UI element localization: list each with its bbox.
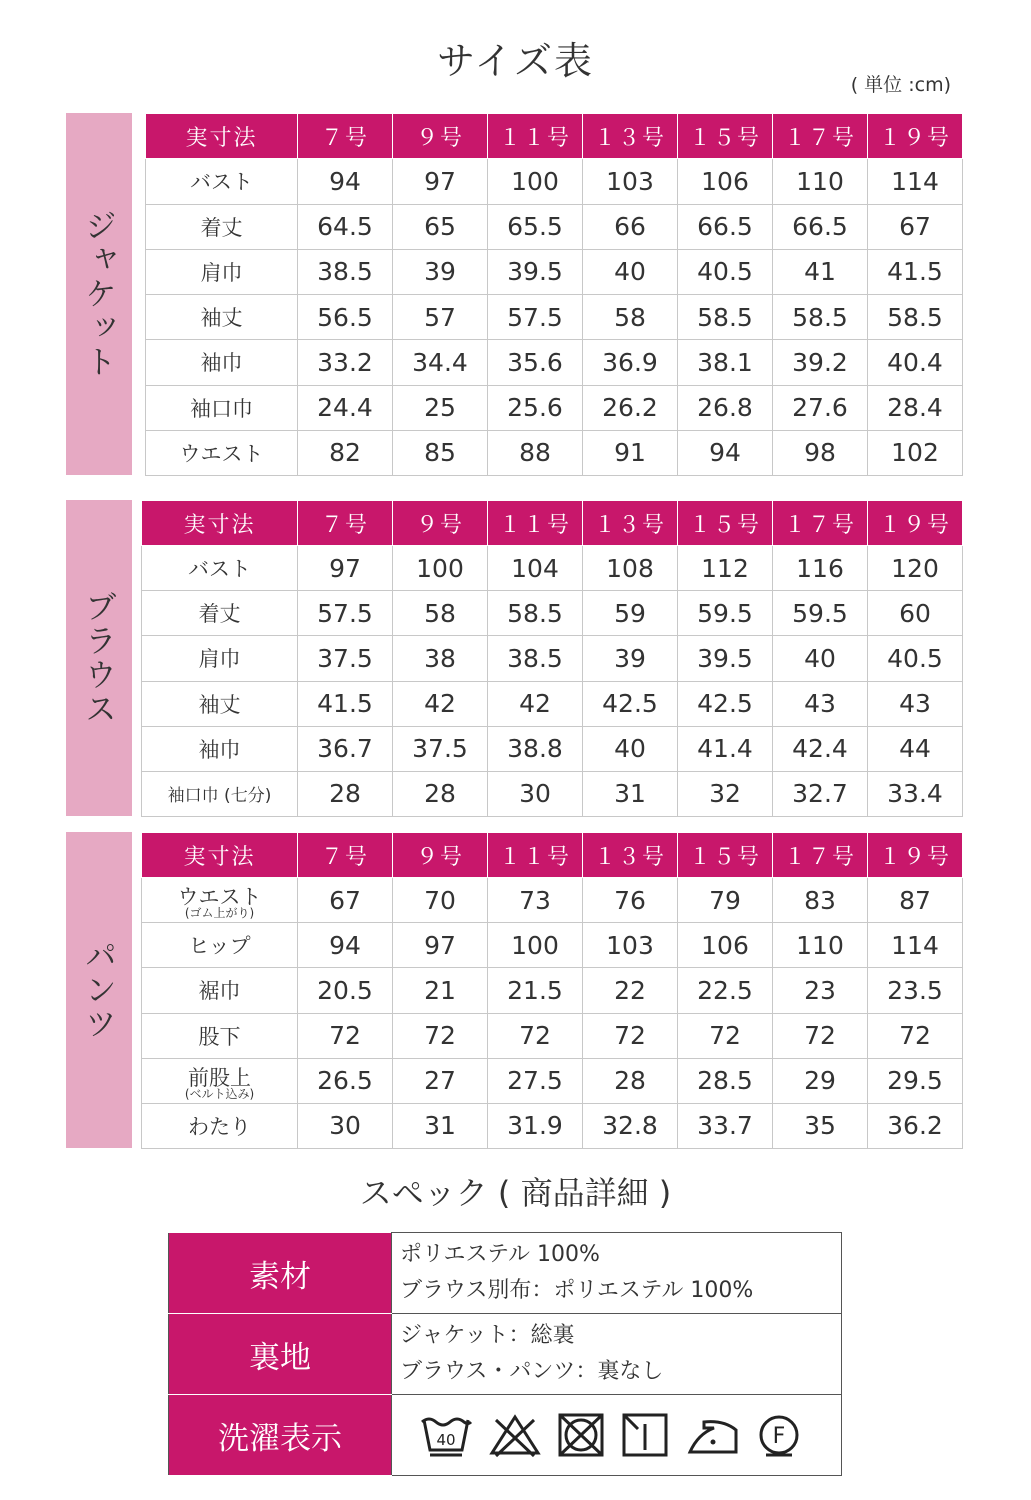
row-label-text: 股下 [198, 1024, 241, 1049]
row-label [142, 771, 298, 816]
spec-row-care [169, 1395, 842, 1476]
size-value: 79 [678, 878, 773, 923]
size-value: 57 [393, 295, 488, 340]
row-label-text: ヒップ [188, 934, 251, 959]
header-size: １５号 [678, 501, 773, 546]
size-value: 22 [583, 968, 678, 1013]
table-header-row [142, 833, 963, 878]
size-value: 110 [773, 159, 868, 204]
spec-line: ジャケット：総裏 [400, 1323, 575, 1348]
size-value: 40.4 [868, 340, 963, 385]
size-value: 64.5 [298, 204, 393, 249]
size-value: 57.5 [298, 591, 393, 636]
table-row [142, 591, 963, 636]
size-value: 31.9 [488, 1103, 583, 1148]
size-value: 66.5 [678, 204, 773, 249]
size-value: 41.4 [678, 726, 773, 771]
header-size: １３号 [583, 501, 678, 546]
size-value: 72 [678, 1013, 773, 1058]
size-value: 102 [868, 430, 963, 475]
row-label [142, 1058, 298, 1103]
dryclean-f-icon [756, 1412, 802, 1458]
size-value: 40 [583, 726, 678, 771]
size-value: 36.2 [868, 1103, 963, 1148]
table-row [142, 1013, 963, 1058]
table-row [142, 1058, 963, 1103]
header-size: ９号 [393, 114, 488, 159]
row-label [142, 681, 298, 726]
size-value: 32 [678, 771, 773, 816]
table-row [146, 295, 963, 340]
spec-title: スペック ( 商品詳細 ) [359, 1174, 672, 1212]
header-size: １９号 [868, 501, 963, 546]
row-label [142, 546, 298, 591]
table-row [146, 159, 963, 204]
row-label [146, 340, 298, 385]
spec-line: ポリエステル 100% [400, 1242, 600, 1267]
table-row [142, 681, 963, 726]
spec-line: ブラウス別布：ポリエステル 100% [400, 1278, 754, 1303]
size-value: 26.2 [583, 385, 678, 430]
size-value: 65.5 [488, 204, 583, 249]
size-value: 44 [868, 726, 963, 771]
size-value: 41.5 [868, 249, 963, 294]
size-value: 39 [583, 636, 678, 681]
size-value: 98 [773, 430, 868, 475]
page-title: サイズ表 [437, 39, 594, 83]
row-label-note: (ゴム上がり) [184, 906, 255, 921]
header-size: １１号 [488, 114, 583, 159]
header-size: １１号 [488, 833, 583, 878]
size-value: 72 [773, 1013, 868, 1058]
size-value: 38.5 [488, 636, 583, 681]
header-size: １１号 [488, 501, 583, 546]
size-value: 35.6 [488, 340, 583, 385]
size-value: 70 [393, 878, 488, 923]
size-value: 43 [868, 681, 963, 726]
size-value: 83 [773, 878, 868, 923]
size-value: 104 [488, 546, 583, 591]
size-value: 27.6 [773, 385, 868, 430]
table-row [146, 430, 963, 475]
size-value: 32.8 [583, 1103, 678, 1148]
section-name: パンツ [80, 939, 118, 1041]
row-label [146, 249, 298, 294]
size-value: 23.5 [868, 968, 963, 1013]
row-label-text: 着丈 [200, 215, 243, 240]
row-label-text: 裾巾 [198, 979, 241, 1004]
size-value: 39 [393, 249, 488, 294]
size-value: 28.4 [868, 385, 963, 430]
size-value: 58.5 [773, 295, 868, 340]
size-value: 58.5 [488, 591, 583, 636]
size-table-blouse [141, 500, 963, 817]
size-value: 38.8 [488, 726, 583, 771]
table-row [146, 249, 963, 294]
size-value: 33.7 [678, 1103, 773, 1148]
row-label-text: バスト [188, 557, 251, 582]
row-label [142, 1013, 298, 1058]
size-value: 24.4 [298, 385, 393, 430]
row-label-text: 肩巾 [198, 647, 241, 672]
size-value: 36.7 [298, 726, 393, 771]
size-value: 97 [393, 923, 488, 968]
size-value: 58.5 [678, 295, 773, 340]
size-value: 100 [488, 159, 583, 204]
svg-text:F: F [772, 1424, 786, 1449]
row-label-text: わたり [188, 1114, 251, 1139]
size-value: 97 [298, 546, 393, 591]
size-value: 28 [393, 771, 488, 816]
row-label-note: (ベルト込み) [184, 1086, 255, 1101]
size-value: 39.5 [488, 249, 583, 294]
size-value: 33.2 [298, 340, 393, 385]
size-value: 88 [488, 430, 583, 475]
spec-value [392, 1233, 842, 1314]
side-label-pants [66, 832, 132, 1148]
size-value: 65 [393, 204, 488, 249]
size-value: 25 [393, 385, 488, 430]
section-name: ブラウス [80, 590, 118, 726]
row-label-text: バスト [190, 170, 253, 195]
size-value: 110 [773, 923, 868, 968]
unit-label: ( 単位 :cm) [850, 74, 951, 96]
size-value: 100 [393, 546, 488, 591]
line-dry-shade-icon [620, 1412, 670, 1458]
no-tumble-dry-icon [556, 1412, 606, 1458]
size-value: 42 [393, 681, 488, 726]
table-row [142, 726, 963, 771]
size-value: 35 [773, 1103, 868, 1148]
row-label-text: 着丈 [198, 602, 241, 627]
row-label-text: 前股上 [188, 1065, 251, 1090]
size-value: 21 [393, 968, 488, 1013]
size-value: 25.6 [488, 385, 583, 430]
svg-text:40: 40 [436, 1431, 456, 1449]
size-value: 57.5 [488, 295, 583, 340]
row-label-text: 肩巾 [200, 260, 243, 285]
table-row [142, 771, 963, 816]
size-value: 30 [298, 1103, 393, 1148]
size-value: 59.5 [678, 591, 773, 636]
row-label [142, 923, 298, 968]
size-value: 76 [583, 878, 678, 923]
size-value: 120 [868, 546, 963, 591]
row-label [146, 295, 298, 340]
size-value: 31 [393, 1103, 488, 1148]
table-row [142, 968, 963, 1013]
row-label [142, 726, 298, 771]
row-label [146, 430, 298, 475]
spec-key: 素材 [169, 1233, 392, 1314]
row-label [146, 385, 298, 430]
row-label-text: 袖巾 [200, 351, 243, 376]
row-label [142, 636, 298, 681]
header-label: 実寸法 [146, 114, 298, 159]
size-value: 23 [773, 968, 868, 1013]
size-value: 43 [773, 681, 868, 726]
no-bleach-icon [488, 1412, 542, 1458]
row-label-text: 袖巾 [198, 737, 241, 762]
table-row [142, 546, 963, 591]
size-value: 72 [868, 1013, 963, 1058]
size-value: 21.5 [488, 968, 583, 1013]
size-value: 39.2 [773, 340, 868, 385]
size-value: 100 [488, 923, 583, 968]
wash-40-icon [418, 1412, 474, 1458]
size-value: 38.1 [678, 340, 773, 385]
size-value: 103 [583, 923, 678, 968]
size-value: 40 [773, 636, 868, 681]
row-label [142, 878, 298, 923]
size-table-pants [141, 832, 963, 1149]
header-label: 実寸法 [142, 501, 298, 546]
header-size: １５号 [678, 114, 773, 159]
size-value: 38.5 [298, 249, 393, 294]
table-row [146, 340, 963, 385]
spec-line: ブラウス・パンツ：裏なし [400, 1359, 664, 1384]
size-value: 58.5 [868, 295, 963, 340]
header-size: １７号 [773, 833, 868, 878]
size-value: 72 [393, 1013, 488, 1058]
table-row [142, 636, 963, 681]
size-value: 41 [773, 249, 868, 294]
header-size: １９号 [868, 833, 963, 878]
table-row [146, 204, 963, 249]
side-label-jacket [66, 113, 132, 475]
side-label-blouse [66, 500, 132, 816]
spec-table [168, 1232, 842, 1476]
spec-row-material [169, 1233, 842, 1314]
row-label-text: 袖口巾 [190, 396, 253, 421]
size-value: 59.5 [773, 591, 868, 636]
row-label [142, 591, 298, 636]
size-value: 108 [583, 546, 678, 591]
size-value: 72 [488, 1013, 583, 1058]
header-size: ７号 [298, 833, 393, 878]
size-value: 26.8 [678, 385, 773, 430]
row-label [142, 1103, 298, 1148]
table-row [142, 923, 963, 968]
size-value: 38 [393, 636, 488, 681]
size-value: 56.5 [298, 295, 393, 340]
size-value: 103 [583, 159, 678, 204]
size-value: 112 [678, 546, 773, 591]
size-value: 87 [868, 878, 963, 923]
size-value: 36.9 [583, 340, 678, 385]
row-label [146, 159, 298, 204]
spec-key: 裏地 [169, 1314, 392, 1395]
row-label-text: 袖口巾 (七分) [167, 786, 272, 807]
spec-value [392, 1314, 842, 1395]
size-value: 66 [583, 204, 678, 249]
size-value: 67 [298, 878, 393, 923]
size-value: 91 [583, 430, 678, 475]
size-value: 37.5 [393, 726, 488, 771]
size-value: 72 [298, 1013, 393, 1058]
size-value: 32.7 [773, 771, 868, 816]
row-label [142, 968, 298, 1013]
size-value: 41.5 [298, 681, 393, 726]
header-size: １３号 [583, 114, 678, 159]
size-value: 22.5 [678, 968, 773, 1013]
size-value: 82 [298, 430, 393, 475]
size-value: 26.5 [298, 1058, 393, 1103]
size-value: 94 [298, 159, 393, 204]
size-value: 42.5 [583, 681, 678, 726]
row-label-text: 袖丈 [200, 306, 243, 331]
size-value: 40 [583, 249, 678, 294]
table-row [146, 385, 963, 430]
row-label-text: 袖丈 [198, 692, 241, 717]
size-value: 29 [773, 1058, 868, 1103]
size-value: 31 [583, 771, 678, 816]
header-label: 実寸法 [142, 833, 298, 878]
size-value: 40.5 [678, 249, 773, 294]
row-label-text: ウエスト [177, 885, 262, 910]
size-value: 28.5 [678, 1058, 773, 1103]
size-value: 97 [393, 159, 488, 204]
size-value: 66.5 [773, 204, 868, 249]
size-value: 72 [583, 1013, 678, 1058]
header-size: １３号 [583, 833, 678, 878]
size-value: 94 [678, 430, 773, 475]
size-value: 60 [868, 591, 963, 636]
size-value: 59 [583, 591, 678, 636]
row-label [146, 204, 298, 249]
size-value: 37.5 [298, 636, 393, 681]
size-value: 85 [393, 430, 488, 475]
size-value: 67 [868, 204, 963, 249]
row-label-text: ウエスト [179, 441, 264, 466]
table-header-row [142, 501, 963, 546]
size-value: 34.4 [393, 340, 488, 385]
size-value: 42.5 [678, 681, 773, 726]
size-value: 73 [488, 878, 583, 923]
size-value: 106 [678, 159, 773, 204]
size-value: 106 [678, 923, 773, 968]
size-value: 33.4 [868, 771, 963, 816]
table-row [142, 1103, 963, 1148]
size-value: 20.5 [298, 968, 393, 1013]
care-icons [392, 1395, 842, 1476]
size-value: 30 [488, 771, 583, 816]
size-value: 42 [488, 681, 583, 726]
size-value: 27 [393, 1058, 488, 1103]
header-size: １７号 [773, 114, 868, 159]
size-value: 58 [583, 295, 678, 340]
size-value: 94 [298, 923, 393, 968]
size-value: 58 [393, 591, 488, 636]
size-value: 42.4 [773, 726, 868, 771]
size-value: 27.5 [488, 1058, 583, 1103]
header-size: １９号 [868, 114, 963, 159]
size-value: 28 [298, 771, 393, 816]
iron-low-icon [684, 1412, 742, 1458]
header-size: ９号 [393, 501, 488, 546]
header-size: １７号 [773, 501, 868, 546]
spec-row-lining [169, 1314, 842, 1395]
header-size: ９号 [393, 833, 488, 878]
size-value: 116 [773, 546, 868, 591]
size-value: 40.5 [868, 636, 963, 681]
size-value: 114 [868, 923, 963, 968]
header-size: １５号 [678, 833, 773, 878]
spec-key: 洗濯表示 [169, 1395, 392, 1476]
size-value: 39.5 [678, 636, 773, 681]
table-row [142, 878, 963, 923]
header-size: ７号 [298, 114, 393, 159]
size-value: 29.5 [868, 1058, 963, 1103]
table-header-row [146, 114, 963, 159]
size-value: 114 [868, 159, 963, 204]
size-value: 28 [583, 1058, 678, 1103]
section-name: ジャケット [80, 209, 118, 379]
header-size: ７号 [298, 501, 393, 546]
size-table-jacket [145, 113, 963, 476]
